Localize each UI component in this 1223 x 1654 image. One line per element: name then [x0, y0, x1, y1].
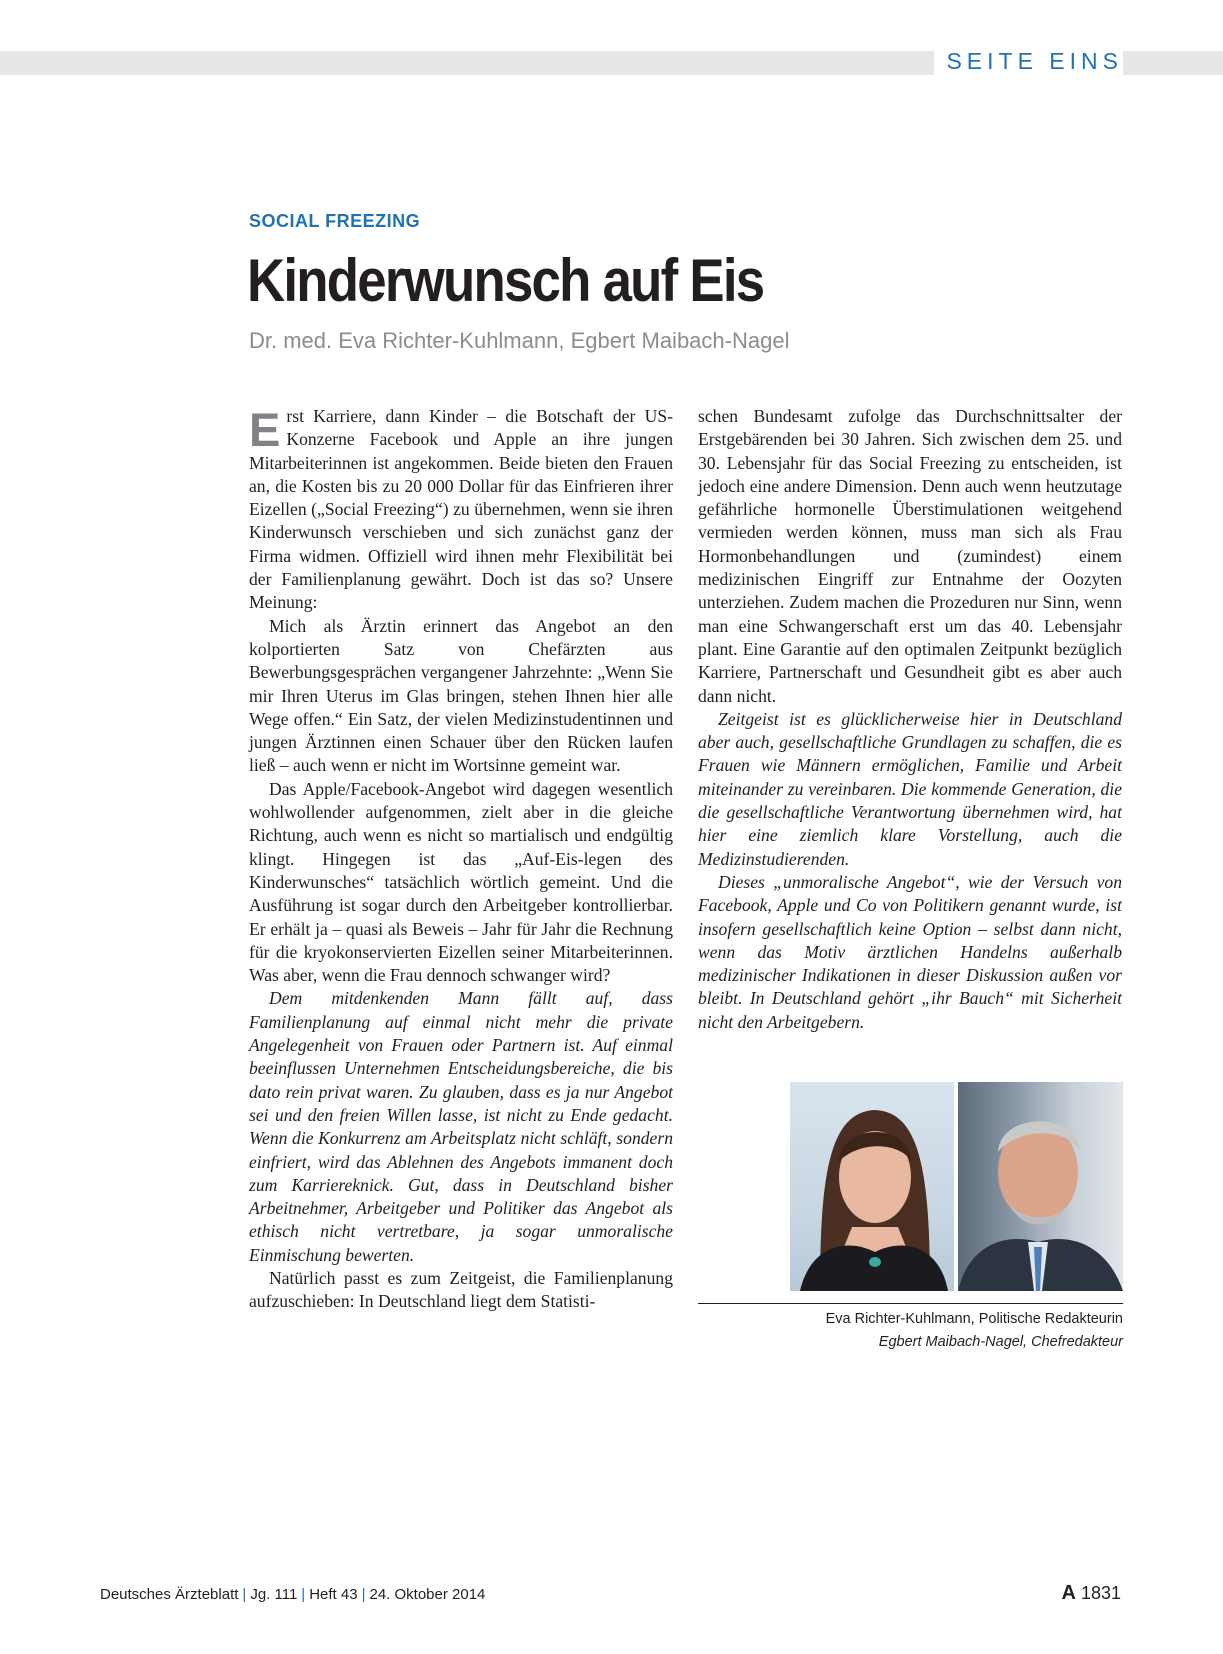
paragraph-7: Zeitgeist ist es glücklicherweise hier in Deutschland aber auch, gesellschaftliche Grundlagen zu schaffen, die es Frauen wie Männern ermöglichen, Familie und Arbeit miteinander zu vereinbaren. Die kommende Generation, die die gesellschaftliche Verantwortung übernehmen wird, hat hier eine ziemlich klare Vorstellung, auch die Medizinstudierenden. — [698, 708, 1122, 869]
paragraph-1 — [249, 405, 673, 615]
paragraph-4: Dem mitdenkenden Mann fällt auf, dass Familienplanung auf einmal nicht mehr die private Angelegenheit von Frauen oder Partnern ist. Auf einmal beeinflussen Unternehmen Entscheidungsbereiche, die bis dato rein privat waren. Zu glauben, dass es ja nur Angebot sei und den freien Willen lasse, ist nicht zu Ende gedacht. Wenn die Konkurrenz am Arbeitsplatz nicht schläft, sondern einfriert, wird das Ablehnen des Angebots immanent doch zum Karriereknick. Gut, dass in Deutschland bisher Arbeitnehmer, Arbeitgeber und Politiker das Angebot als ethisch nicht vertretbare, ja sogar unmoralische Einmischung bewerten. — [249, 988, 673, 1265]
portrait-woman-icon — [790, 1082, 954, 1291]
page-number — [1061, 1582, 1121, 1605]
paragraph-text: rst Karriere, dann Kinder – die Botschaft der US-Konzerne Facebook und Apple an ihre jungen Mitarbeiterinnen ist angekommen. Beide bieten den Frauen an, die Kosten bis zu 20 000 Dollar für das Einfrieren ihrer Eizellen („Social Freezing“) zu übernehmen, wenn sie ihren Kinderwunsch verschieben und sich zunächst ganz der Firma widmen. Offiziell wird ihnen mehr Flexibilität bei der Familienplanung gewährt. Doch ist das so? Unsere Meinung: — [249, 406, 673, 613]
caption-line-1: Eva Richter-Kuhlmann, Politische Redakteurin — [825, 1311, 1123, 1327]
photo-caption — [826, 1308, 1123, 1354]
paragraph-3: Das Apple/Facebook-Angebot wird dagegen wesentlich wohlwollender aufgenommen, zielt aber in die gleiche Richtung, auch wenn es nicht so martialisch und endgültig klingt. Hingegen ist das „Auf-Eis-legen des Kinderwunsches“ tatsächlich wörtlich gemeint. Und die Ausführung ist sogar durch den Arbeitgeber kontrollierbar. Er erhält ja – quasi als Beweis – Jahr für Jahr die Rechnung für die kryokonservierten Eizellen seiner Mitarbeiterinnen. Was aber, wenn die Frau dennoch schwanger wird? — [249, 778, 673, 986]
section-label: SEITE EINS — [934, 48, 1123, 75]
footer-citation — [100, 1586, 485, 1603]
paragraph-6: schen Bundesamt zufolge das Durchschnittsalter der Erstgebärenden bei 30 Jahren. Sich zwischen dem 25. und 30. Lebensjahr für das Social Freezing zu entscheiden, ist jedoch eine andere Dimension. Denn auch wenn heutzutage gefährliche hormonelle Überstimulationen weitgehend vermieden werden können, muss man sich als Frau Hormonbehandlungen und (zumindest) einem medizinischen Eingriff zur Entnahme der Oozyten unterziehen. Zudem machen die Prozeduren nur Sinn, wenn man eine Schwangerschaft erst um das 40. Lebensjahr plant. Eine Garantie auf den optimalen Zeitpunkt bezüglich Karriere, Partnerschaft und Gesundheit gibt es aber auch dann nicht. — [698, 406, 1122, 706]
separator: | — [301, 1586, 306, 1603]
article-kicker: SOCIAL FREEZING — [249, 211, 421, 231]
paragraph-2: Mich als Ärztin erinnert das Angebot an den kolportierten Satz von Chefärzten aus Bewerbungsgesprächen vergangener Jahrzehnte: „Wenn Sie mir Ihren Uterus im Glas bringen, stehen Ihnen hier alle Wege offen.“ Ein Satz, der vielen Medizinstudentinnen und jungen Ärztinnen einen Schauer über den Rücken laufen ließ – auch wenn er nicht im Wortsinne gemeint war. — [249, 615, 673, 776]
volume: Jg. 111 — [250, 1586, 298, 1603]
issue-date: 24. Oktober 2014 — [369, 1586, 486, 1603]
page-prefix: A — [1061, 1582, 1076, 1604]
right-column — [698, 405, 1122, 1034]
issue: Heft 43 — [309, 1586, 358, 1603]
article-authors: Dr. med. Eva Richter-Kuhlmann, Egbert Maibach-Nagel — [249, 328, 790, 353]
paragraph-5: Natürlich passt es zum Zeitgeist, die Familienplanung aufzuschieben: In Deutschland liegt dem Statisti- — [249, 1267, 673, 1312]
portrait-man-icon — [958, 1082, 1123, 1291]
separator: | — [242, 1586, 247, 1603]
page-number-value: 1831 — [1080, 1583, 1121, 1603]
left-column — [249, 405, 673, 1314]
photo-egbert-maibach-nagel — [958, 1082, 1123, 1291]
separator: | — [361, 1586, 366, 1603]
author-photos — [790, 1082, 1123, 1291]
caption-line-2: Egbert Maibach-Nagel, Chefredakteur — [878, 1334, 1123, 1350]
journal-name: Deutsches Ärzteblatt — [100, 1586, 239, 1603]
article-title: Kinderwunsch auf Eis — [247, 247, 764, 314]
caption-rule — [698, 1303, 1123, 1304]
paragraph-8: Dieses „unmoralische Angebot“, wie der Versuch von Facebook, Apple und Co von Politikern genannt wurde, ist insofern gesellschaftlich keine Option – selbst dann nicht, wenn das Motiv ärztlichen Handelns außerhalb medizinischer Indikationen in dieser Diskussion außen vor bleibt. In Deutschland gehört „ihr Bauch“ mit Sicherheit nicht den Arbeitgebern. — [698, 871, 1122, 1032]
drop-cap: E — [249, 403, 281, 456]
photo-eva-richter-kuhlmann — [790, 1082, 954, 1291]
